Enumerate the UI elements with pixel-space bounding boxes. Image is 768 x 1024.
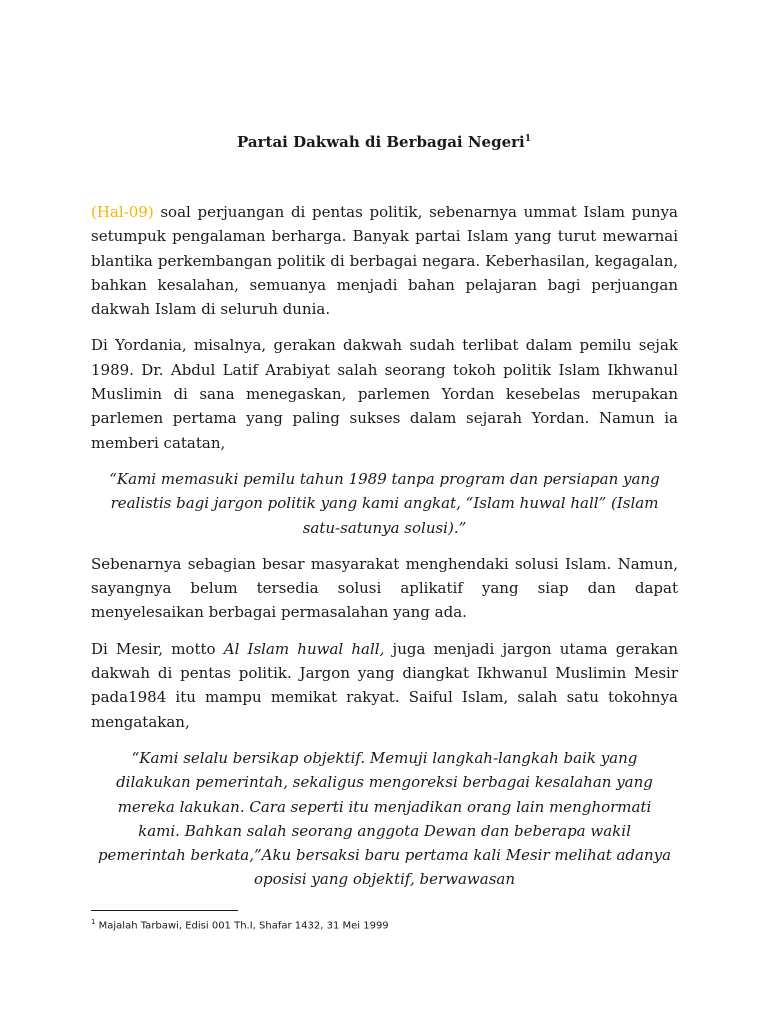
- page-marker: (Hal-09): [91, 203, 154, 221]
- quote-yordania: “Kami memasuki pemilu tahun 1989 tanpa program dan persiapan yang realistis bagi jargon politik yang kami angkat, “Islam huwal hall” (Islam satu-satunya solusi).”: [109, 469, 660, 537]
- paragraph-mesir: [91, 637, 678, 734]
- document-body: [91, 200, 678, 904]
- paragraph-yordania: Di Yordania, misalnya, gerakan dakwah sudah terlibat dalam pemilu sejak 1989. Dr. Abdul Latif Arabiyat salah seorang tokoh politik Islam Ikhwanul Muslimin di sana menegaskan, parlemen Yordan kesebelas merupakan parlemen pertama yang paling sukses dalam sejarah Yordan. Namun ia memberi catatan,: [91, 336, 678, 452]
- paragraph-intro: [91, 200, 678, 321]
- footnote: [91, 915, 389, 933]
- footnote-text: Majalah Tarbawi, Edisi 001 Th.I, Shafar 1432, 31 Mei 1999: [95, 920, 389, 932]
- paragraph-mesir-a: Di Mesir, motto: [91, 639, 224, 658]
- footnote-divider: [91, 910, 238, 911]
- motto-emphasis: Al Islam huwal hall,: [223, 639, 385, 658]
- quote-mesir: “Kami selalu bersikap objektif. Memuji langkah-langkah baik yang dilakukan pemerintah, sekaligus mengoreksi berbagai kesalahan yang mereka lakukan. Cara seperti itu menjadikan orang lain menghormati kami. Bahkan salah seorang anggota Dewan dan beberapa wakil pemerintah berkata,”Aku bersaksi baru pertama kali Mesir melihat adanya oposisi yang objektif, berwawasan: [97, 748, 672, 889]
- paragraph-intro-text: soal perjuangan di pentas politik, sebenarnya ummat Islam punya setumpuk pengalaman berharga. Banyak partai Islam yang turut mewarnai blantika perkembangan politik di berbagai negara. Keberhasilan, kegagalan, bahkan kesalahan, semuanya menjadi bahan pelajaran bagi perjuangan dakwah Islam di seluruh dunia.: [91, 203, 678, 319]
- document-title: [0, 130, 768, 154]
- paragraph-mesir-b: juga menjadi jargon utama gerakan dakwah di pentas politik. Jargon yang diangkat Ikhwanul Muslimin Mesir pada1984 itu mampu memikat rakyat. Saiful Islam, salah satu tokohnya mengatakan,: [91, 639, 679, 731]
- paragraph-solusi: Sebenarnya sebagian besar masyarakat menghendaki solusi Islam. Namun, sayangnya belum tersedia solusi aplikatif yang siap dan dapat menyelesaikan berbagai permasalahan yang ada.: [91, 554, 678, 622]
- footnote-ref: 1: [91, 918, 96, 926]
- title-footnote-ref: 1: [524, 134, 531, 144]
- title-text: Partai Dakwah di Berbagai Negeri: [237, 133, 525, 151]
